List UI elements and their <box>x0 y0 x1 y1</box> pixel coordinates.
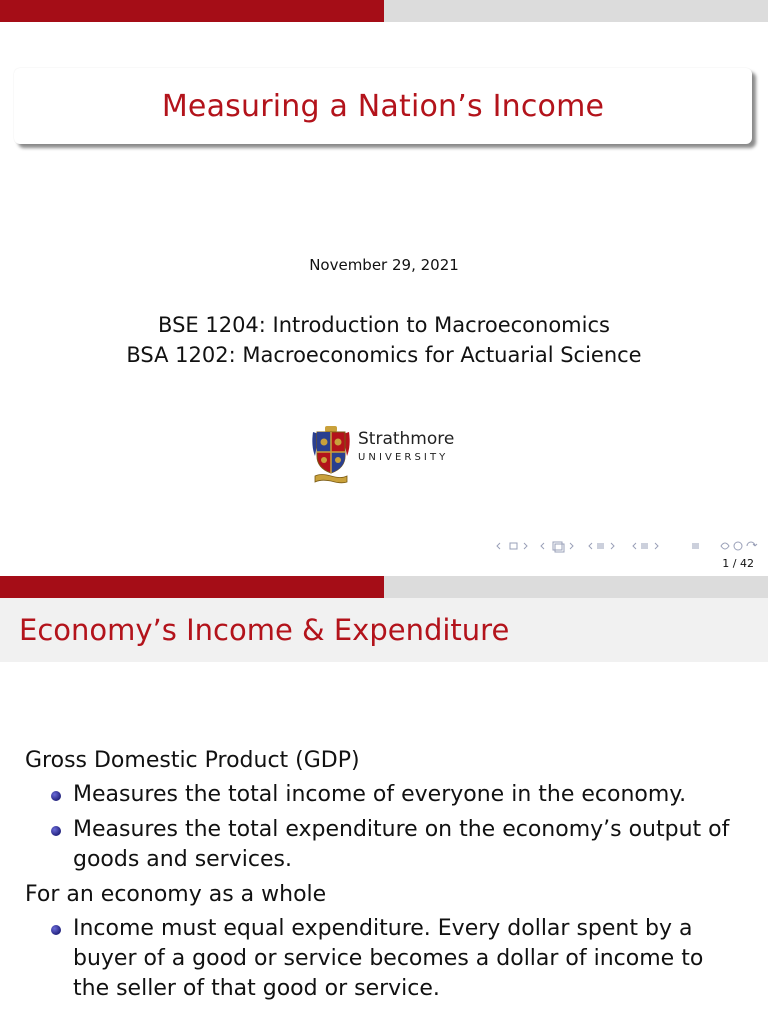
university-crest-icon <box>311 426 351 484</box>
page-number: 1 / 42 <box>722 557 754 570</box>
title-box <box>14 68 752 144</box>
list-item <box>25 914 745 1004</box>
header-bar <box>0 576 768 598</box>
section-heading: Gross Domestic Product (GDP) <box>25 748 360 773</box>
slide-body <box>25 746 745 1009</box>
presentation-title: Measuring a Nation’s Income <box>161 88 605 124</box>
header-bar <box>0 0 768 22</box>
bullet-icon <box>51 791 61 801</box>
list-item <box>25 815 745 875</box>
header-bar-accent <box>0 0 384 22</box>
logo-name: Strathmore <box>358 429 455 449</box>
bullet-icon <box>51 925 61 935</box>
header-bar-grey <box>384 576 768 598</box>
course-line-1: BSE 1204: Introduction to Macroeconomics <box>158 313 610 337</box>
navigation-symbols-icon[interactable] <box>496 539 762 553</box>
university-logo <box>311 426 461 484</box>
list-item-text: Measures the total income of everyone in the economy. <box>73 782 687 807</box>
bullet-icon <box>51 826 61 836</box>
frame-title: Economy’s Income & Expenditure <box>19 613 510 647</box>
list-item <box>25 780 745 810</box>
header-bar-accent <box>0 576 384 598</box>
list-item-text: Measures the total expenditure on the economy’s output of goods and services. <box>73 817 730 872</box>
bullet-list <box>25 914 745 1004</box>
bullet-list <box>25 780 745 875</box>
logo-subtitle: UNIVERSITY <box>358 452 449 463</box>
frame-title-bar <box>0 598 768 662</box>
list-item-text: Income must equal expenditure. Every dollar spent by a buyer of a good or service becomes a dollar of income to the seller of that good or service. <box>73 916 704 1001</box>
course-line-2: BSA 1202: Macroeconomics for Actuarial Science <box>126 343 642 367</box>
content-slide <box>0 576 768 1024</box>
presentation-date: November 29, 2021 <box>309 256 459 274</box>
section-heading: For an economy as a whole <box>25 882 327 907</box>
header-bar-grey <box>384 0 768 22</box>
